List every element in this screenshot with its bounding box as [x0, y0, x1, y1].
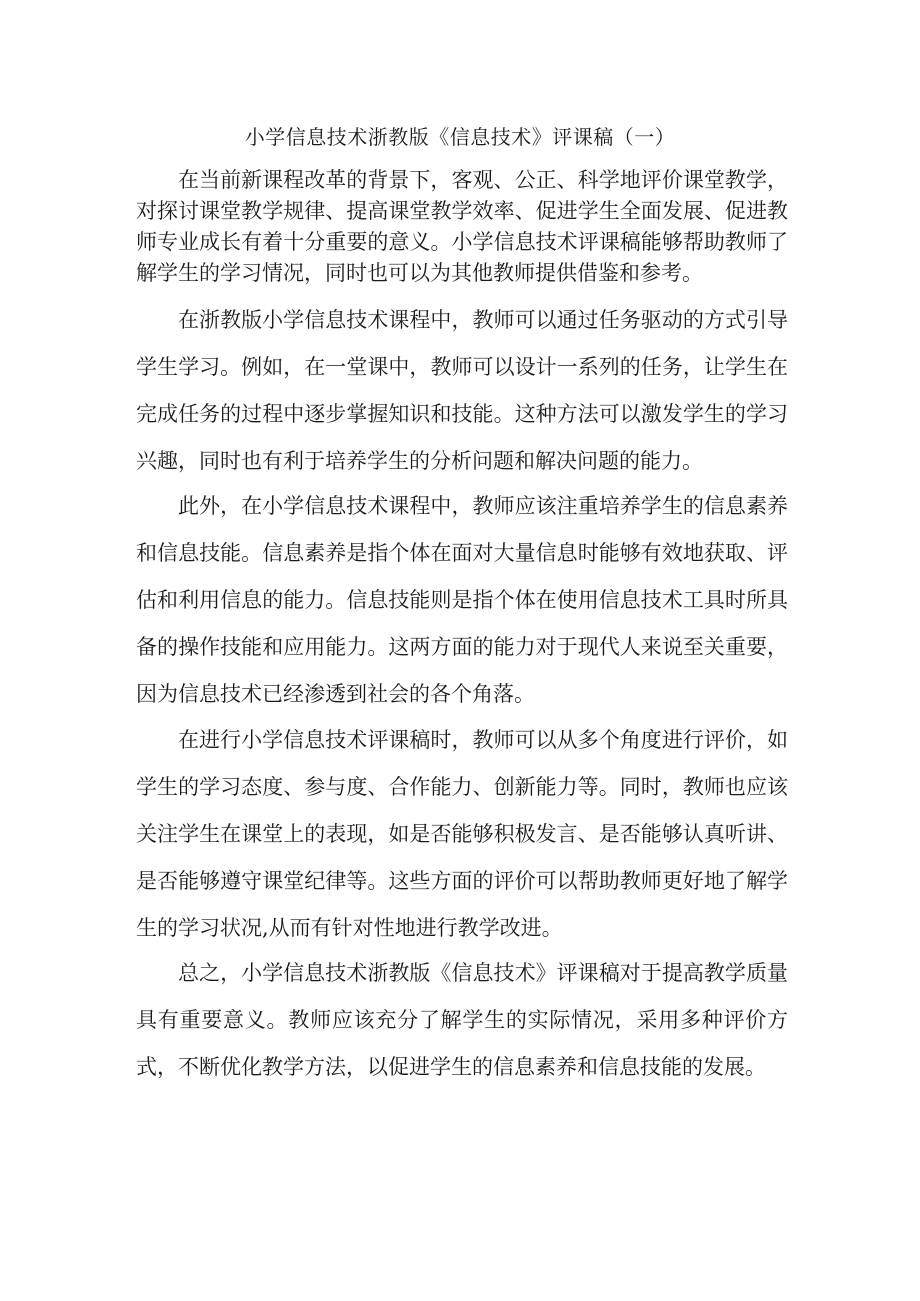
paragraph-4: 在进行小学信息技术评课稿时，教师可以从多个角度进行评价，如学生的学习态度、参与度、合作能力、创新能力等。同时，教师也应该关注学生在课堂上的表现，如是否能够积极发言、是否能够认真听讲、是否能够遵守课堂纪律等。这些方面的评价可以帮助教师更好地了解学生的学习状况,从而有针对性地进行教学改进。 [136, 728, 788, 940]
paragraph-2: 在浙教版小学信息技术课程中，教师可以通过任务驱动的方式引导学生学习。例如，在一堂课中，教师可以设计一系列的任务，让学生在完成任务的过程中逐步掌握知识和技能。这种方法可以激发学生的学习兴趣，同时也有利于培养学生的分析问题和解决问题的能力。 [136, 308, 788, 473]
document-title: 小学信息技术浙教版《信息技术》评课稿（一） [244, 125, 676, 149]
paragraph-3: 此外，在小学信息技术课程中，教师应该注重培养学生的信息素养和信息技能。信息素养是指个体在面对大量信息时能够有效地获取、评估和利用信息的能力。信息技能则是指个体在使用信息技术工具时所具备的操作技能和应用能力。这两方面的能力对于现代人来说至关重要，因为信息技术已经渗透到社会的各个角落。 [136, 494, 788, 706]
paragraph-1: 在当前新课程改革的背景下，客观、公正、科学地评价课堂教学，对探讨课堂教学规律、提高课堂教学效率、促进学生全面发展、促进教师专业成长有着十分重要的意义。小学信息技术评课稿能够帮助教师了解学生的学习情况，同时也可以为其他教师提供借鉴和参考。 [136, 168, 788, 285]
paragraph-5: 总之，小学信息技术浙教版《信息技术》评课稿对于提高教学质量具有重要意义。教师应该充分了解学生的实际情况，采用多种评价方式，不断优化教学方法，以促进学生的信息素养和信息技能的发展。 [136, 961, 788, 1079]
